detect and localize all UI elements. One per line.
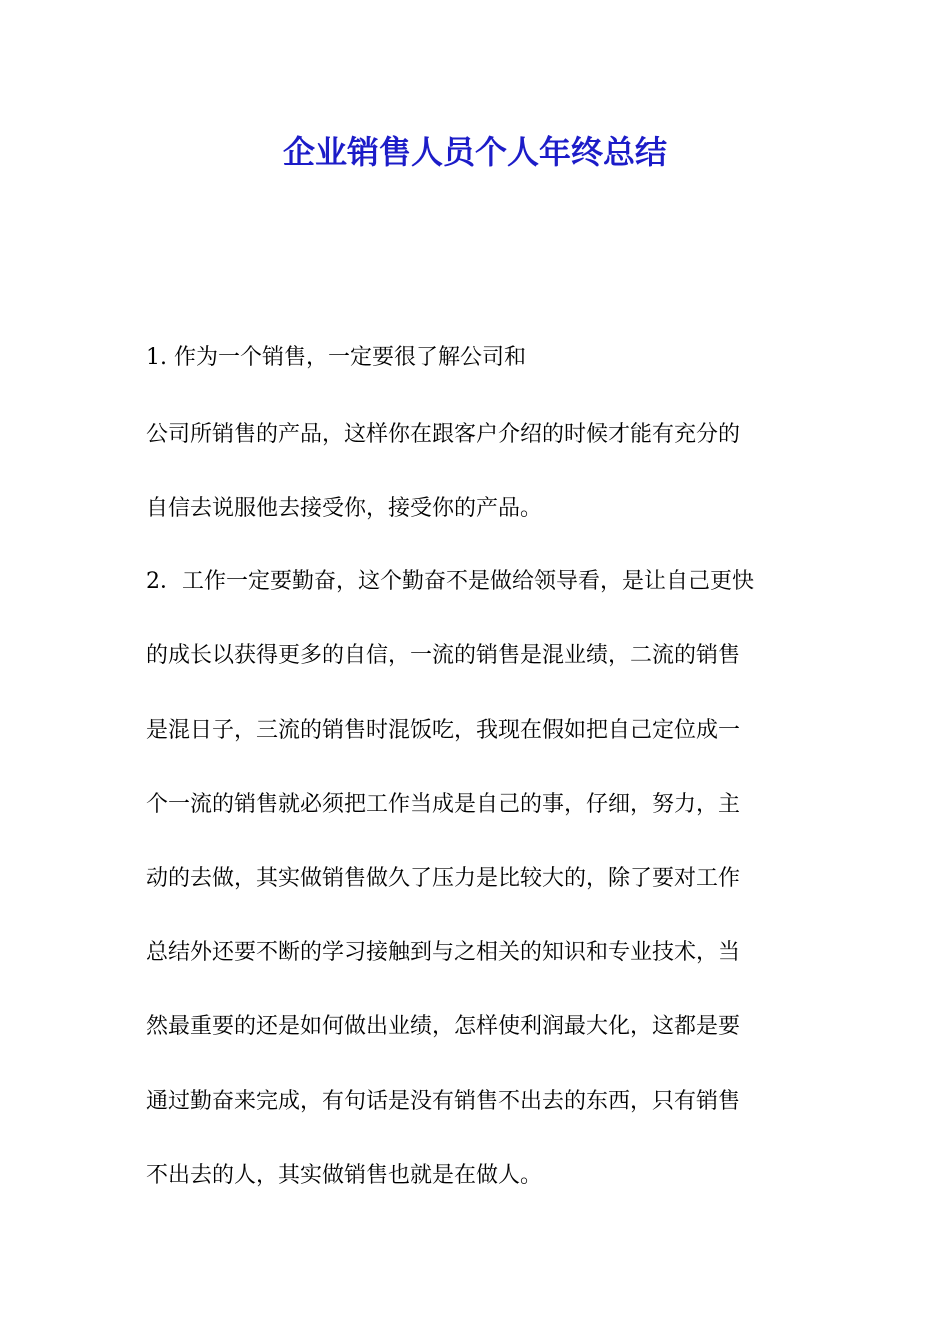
paragraph-line: 不出去的人，其实做销售也就是在做人。 <box>146 1163 543 1188</box>
paragraph-line: 总结外还要不断的学习接触到与之相关的知识和专业技术，当 <box>146 940 741 965</box>
paragraph-line: 是混日子，三流的销售时混饭吃，我现在假如把自己定位成一 <box>146 718 741 743</box>
paragraph-line: 自信去说服他去接受你，接受你的产品。 <box>146 496 543 521</box>
paragraph-line: 公司所销售的产品，这样你在跟客户介绍的时候才能有充分的 <box>146 422 741 447</box>
page-title: 企业销售人员个人年终总结 <box>282 133 667 171</box>
paragraph-line: 通过勤奋来完成，有句话是没有销售不出去的东西，只有销售 <box>146 1089 741 1114</box>
paragraph-line: 个一流的销售就必须把工作当成是自己的事，仔细，努力，主 <box>146 792 741 817</box>
paragraph-line: 动的去做，其实做销售做久了压力是比较大的，除了要对工作 <box>146 866 741 891</box>
paragraph-line: 2．工作一定要勤奋，这个勤奋不是做给领导看，是让自己更快 <box>146 569 754 594</box>
paragraph-line: 然最重要的还是如何做出业绩，怎样使利润最大化，这都是要 <box>146 1014 741 1039</box>
paragraph-line: 的成长以获得更多的自信，一流的销售是混业绩，二流的销售 <box>146 643 741 668</box>
paragraph-line: 1. 作为一个销售，一定要很了解公司和 <box>146 345 526 370</box>
